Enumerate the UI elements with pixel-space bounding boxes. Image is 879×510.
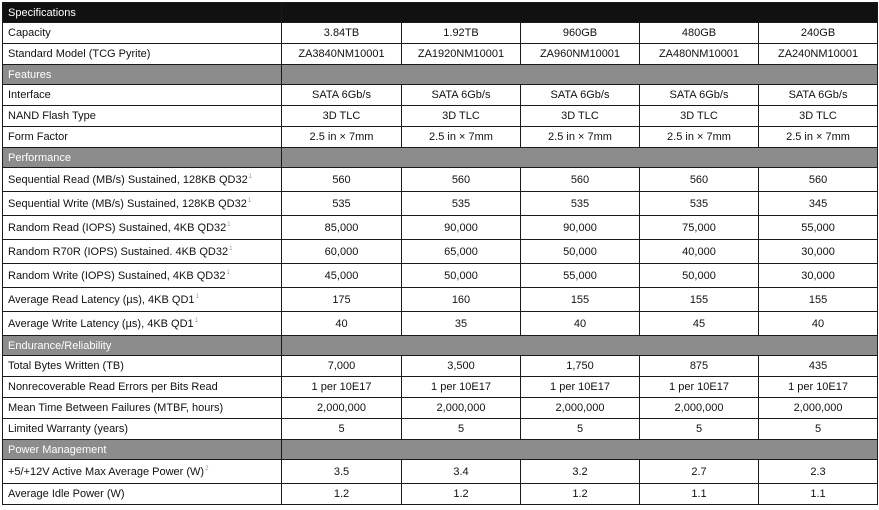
- row-label-cell: [3, 216, 282, 240]
- value-cell: 1.1: [640, 484, 759, 505]
- row-label-cell: [3, 460, 282, 484]
- section-header-fill: [282, 336, 878, 356]
- value-cell: 3.5: [282, 460, 402, 484]
- table-row: [3, 419, 878, 440]
- value-cell: 560: [521, 168, 640, 192]
- value-cell: 60,000: [282, 240, 402, 264]
- table-row: [3, 23, 878, 44]
- row-label-cell: [3, 168, 282, 192]
- table-row: [3, 356, 878, 377]
- value-cell: 1 per 10E17: [640, 377, 759, 398]
- section-header-fill: [282, 148, 878, 168]
- value-cell: 2.5 in × 7mm: [759, 127, 878, 148]
- value-cell: 45: [640, 312, 759, 336]
- value-cell: 2.7: [640, 460, 759, 484]
- value-cell: 155: [640, 288, 759, 312]
- row-label: Interface: [8, 89, 51, 101]
- value-cell: 30,000: [759, 240, 878, 264]
- value-cell: SATA 6Gb/s: [402, 85, 521, 106]
- row-label: Average Read Latency (µs), 4KB QD1: [8, 293, 195, 306]
- value-cell: ZA960NM10001: [521, 44, 640, 65]
- value-cell: 50,000: [402, 264, 521, 288]
- section-title: Endurance/Reliability: [3, 336, 282, 356]
- value-cell: 2.5 in × 7mm: [640, 127, 759, 148]
- section-header-fill: [282, 65, 878, 85]
- row-label: Standard Model (TCG Pyrite): [8, 48, 151, 60]
- table-row: [3, 484, 878, 505]
- table-row: [3, 216, 878, 240]
- row-label: Capacity: [8, 27, 51, 39]
- table-row: [3, 192, 878, 216]
- row-label-cell: [3, 85, 282, 106]
- table-row: [3, 106, 878, 127]
- value-cell: 40,000: [640, 240, 759, 264]
- value-cell: 35: [402, 312, 521, 336]
- value-cell: 960GB: [521, 23, 640, 44]
- row-label: NAND Flash Type: [8, 110, 96, 122]
- value-cell: 1.92TB: [402, 23, 521, 44]
- value-cell: 2,000,000: [759, 398, 878, 419]
- value-cell: 2.3: [759, 460, 878, 484]
- value-cell: 560: [282, 168, 402, 192]
- features-header: [3, 65, 878, 85]
- row-label: Average Write Latency (µs), 4KB QD1: [8, 317, 194, 330]
- row-label: Average Idle Power (W): [8, 488, 125, 500]
- table-row: [3, 377, 878, 398]
- value-cell: 1.2: [282, 484, 402, 505]
- row-label: Sequential Read (MB/s) Sustained, 128KB QD32: [8, 173, 248, 186]
- row-label: Random Write (IOPS) Sustained, 4KB QD32: [8, 269, 226, 282]
- value-cell: 75,000: [640, 216, 759, 240]
- value-cell: 55,000: [521, 264, 640, 288]
- value-cell: 5: [402, 419, 521, 440]
- value-cell: 2,000,000: [521, 398, 640, 419]
- value-cell: 560: [759, 168, 878, 192]
- value-cell: 535: [521, 192, 640, 216]
- row-label: +5/+12V Active Max Average Power (W): [8, 465, 205, 478]
- value-cell: 45,000: [282, 264, 402, 288]
- value-cell: 3D TLC: [759, 106, 878, 127]
- table-row: [3, 460, 878, 484]
- value-cell: 155: [521, 288, 640, 312]
- footnote-marker: 1: [247, 197, 252, 204]
- table-row: [3, 44, 878, 65]
- footnote-marker: 1: [229, 245, 233, 252]
- row-label: Nonrecoverable Read Errors per Bits Read: [8, 381, 218, 393]
- value-cell: 3D TLC: [282, 106, 402, 127]
- value-cell: 1.1: [759, 484, 878, 505]
- value-cell: SATA 6Gb/s: [521, 85, 640, 106]
- row-label-cell: [3, 356, 282, 377]
- table-row: [3, 398, 878, 419]
- value-cell: 1 per 10E17: [282, 377, 402, 398]
- value-cell: 55,000: [759, 216, 878, 240]
- value-cell: 1.2: [402, 484, 521, 505]
- row-label-cell: [3, 44, 282, 65]
- row-label-cell: [3, 484, 282, 505]
- table-row: [3, 85, 878, 106]
- value-cell: 435: [759, 356, 878, 377]
- value-cell: 560: [640, 168, 759, 192]
- endurance-header: [3, 336, 878, 356]
- value-cell: 1 per 10E17: [759, 377, 878, 398]
- specifications-header: [3, 3, 878, 23]
- row-label: Total Bytes Written (TB): [8, 360, 124, 372]
- value-cell: 480GB: [640, 23, 759, 44]
- value-cell: 345: [759, 192, 878, 216]
- row-label-cell: [3, 264, 282, 288]
- row-label-cell: [3, 419, 282, 440]
- table-row: [3, 264, 878, 288]
- value-cell: 560: [402, 168, 521, 192]
- value-cell: SATA 6Gb/s: [282, 85, 402, 106]
- table-row: [3, 240, 878, 264]
- performance-header: [3, 148, 878, 168]
- value-cell: 3.2: [521, 460, 640, 484]
- value-cell: ZA480NM10001: [640, 44, 759, 65]
- row-label-cell: [3, 127, 282, 148]
- value-cell: 90,000: [402, 216, 521, 240]
- value-cell: 85,000: [282, 216, 402, 240]
- table-row: [3, 312, 878, 336]
- row-label-cell: [3, 288, 282, 312]
- value-cell: 65,000: [402, 240, 521, 264]
- value-cell: 90,000: [521, 216, 640, 240]
- row-label: Limited Warranty (years): [8, 423, 129, 435]
- value-cell: 1 per 10E17: [521, 377, 640, 398]
- value-cell: 3D TLC: [521, 106, 640, 127]
- value-cell: 535: [640, 192, 759, 216]
- value-cell: 50,000: [640, 264, 759, 288]
- footnote-marker: 1: [195, 293, 199, 300]
- value-cell: 535: [282, 192, 402, 216]
- value-cell: ZA240NM10001: [759, 44, 878, 65]
- footnote-marker: 1: [194, 317, 199, 324]
- value-cell: 155: [759, 288, 878, 312]
- value-cell: ZA1920NM10001: [402, 44, 521, 65]
- value-cell: 3.84TB: [282, 23, 402, 44]
- power-header: [3, 440, 878, 460]
- value-cell: 5: [640, 419, 759, 440]
- value-cell: 3D TLC: [640, 106, 759, 127]
- section-title: Features: [3, 65, 282, 85]
- row-label: Random Read (IOPS) Sustained, 4KB QD32: [8, 221, 227, 234]
- footnote-marker: 2: [205, 465, 209, 472]
- value-cell: 30,000: [759, 264, 878, 288]
- value-cell: 875: [640, 356, 759, 377]
- section-title: Power Management: [3, 440, 282, 460]
- section-title: Specifications: [3, 3, 282, 23]
- value-cell: 1,750: [521, 356, 640, 377]
- section-header-fill: [282, 3, 878, 23]
- value-cell: 175: [282, 288, 402, 312]
- value-cell: 2.5 in × 7mm: [402, 127, 521, 148]
- row-label-cell: [3, 377, 282, 398]
- table-row: [3, 168, 878, 192]
- value-cell: 3.4: [402, 460, 521, 484]
- value-cell: 2,000,000: [402, 398, 521, 419]
- row-label: Sequential Write (MB/s) Sustained, 128KB QD32: [8, 197, 247, 210]
- row-label: Mean Time Between Failures (MTBF, hours): [8, 402, 224, 414]
- footnote-marker: 1: [248, 173, 253, 180]
- row-label-cell: [3, 23, 282, 44]
- spec-table: [2, 2, 878, 505]
- row-label: Form Factor: [8, 131, 68, 143]
- value-cell: 40: [521, 312, 640, 336]
- table-row: [3, 288, 878, 312]
- row-label-cell: [3, 398, 282, 419]
- value-cell: 240GB: [759, 23, 878, 44]
- value-cell: 50,000: [521, 240, 640, 264]
- value-cell: 3,500: [402, 356, 521, 377]
- value-cell: 535: [402, 192, 521, 216]
- section-title: Performance: [3, 148, 282, 168]
- value-cell: 1 per 10E17: [402, 377, 521, 398]
- row-label-cell: [3, 192, 282, 216]
- value-cell: 7,000: [282, 356, 402, 377]
- section-header-fill: [282, 440, 878, 460]
- value-cell: SATA 6Gb/s: [759, 85, 878, 106]
- value-cell: 160: [402, 288, 521, 312]
- value-cell: 2.5 in × 7mm: [282, 127, 402, 148]
- value-cell: 1.2: [521, 484, 640, 505]
- row-label: Random R70R (IOPS) Sustained. 4KB QD32: [8, 245, 229, 258]
- value-cell: 5: [521, 419, 640, 440]
- value-cell: 5: [282, 419, 402, 440]
- footnote-marker: 1: [226, 269, 230, 276]
- value-cell: 3D TLC: [402, 106, 521, 127]
- row-label-cell: [3, 106, 282, 127]
- value-cell: 5: [759, 419, 878, 440]
- row-label-cell: [3, 240, 282, 264]
- table-row: [3, 127, 878, 148]
- value-cell: 2.5 in × 7mm: [521, 127, 640, 148]
- value-cell: 40: [759, 312, 878, 336]
- value-cell: ZA3840NM10001: [282, 44, 402, 65]
- value-cell: 40: [282, 312, 402, 336]
- value-cell: 2,000,000: [640, 398, 759, 419]
- value-cell: SATA 6Gb/s: [640, 85, 759, 106]
- footnote-marker: 1: [227, 221, 231, 228]
- value-cell: 2,000,000: [282, 398, 402, 419]
- row-label-cell: [3, 312, 282, 336]
